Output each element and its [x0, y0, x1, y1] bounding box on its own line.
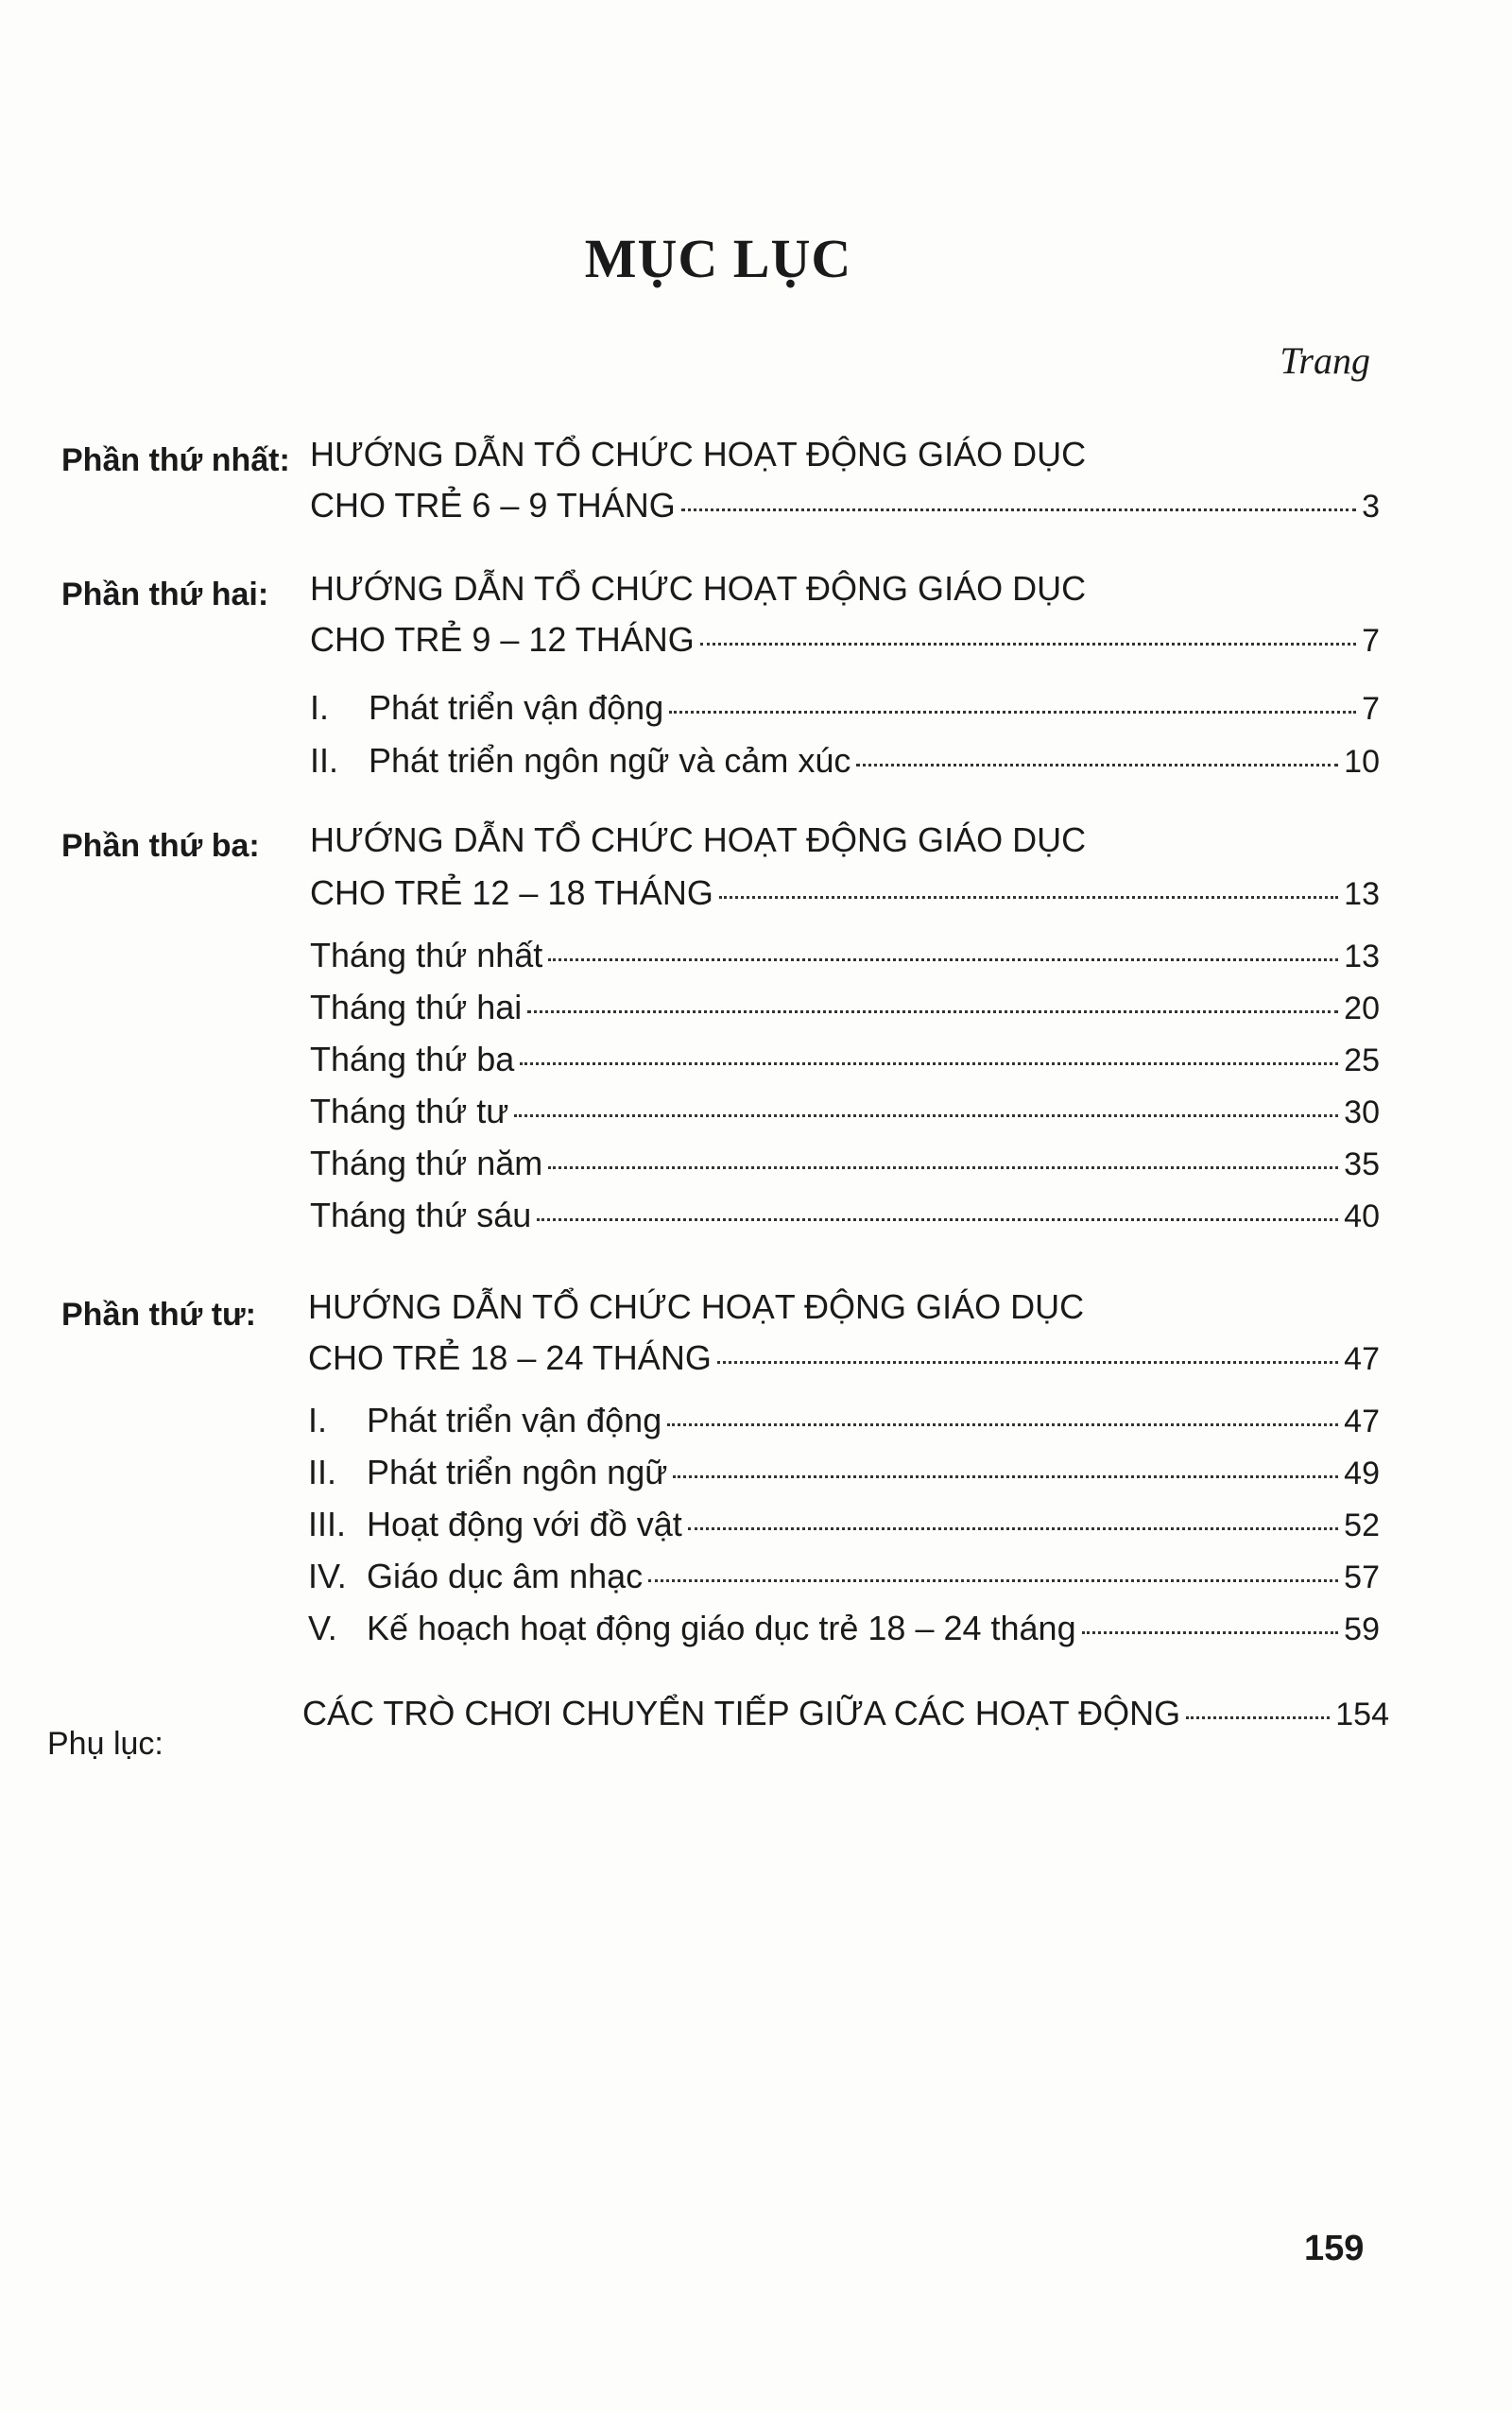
item-text: Giáo dục âm nhạc — [367, 1557, 644, 1595]
dot-leader — [667, 1423, 1338, 1426]
part-3-label: Phần thứ ba: — [61, 828, 260, 864]
item-text: Tháng thứ nhất — [310, 936, 543, 974]
dot-leader — [673, 1475, 1338, 1478]
item-page: 7 — [1362, 691, 1380, 727]
toc-item-part-3-6[interactable] — [310, 1196, 1380, 1235]
part-1-heading: HƯỚNG DẪN TỔ CHỨC HOẠT ĐỘNG GIÁO DỤC — [310, 435, 1087, 474]
page-column-label: Trang — [1280, 339, 1370, 382]
item-text: Tháng thứ tư — [310, 1092, 509, 1130]
item-page: 25 — [1344, 1042, 1380, 1078]
item-page: 20 — [1344, 991, 1380, 1026]
item-text: Phát triển vận động — [369, 688, 664, 727]
item-number: I. — [308, 1401, 328, 1439]
dot-leader — [719, 896, 1338, 899]
part-2-subtitle: CHO TRẺ 9 – 12 THÁNG — [310, 620, 695, 659]
item-page: 57 — [1344, 1559, 1380, 1595]
toc-item-part-3-5[interactable] — [310, 1144, 1380, 1183]
item-text: Kế hoạch hoạt động giáo dục trẻ 18 – 24 tháng — [367, 1609, 1076, 1647]
part-4-subtitle-entry[interactable] — [308, 1338, 1380, 1378]
part-1-page: 3 — [1362, 489, 1380, 525]
item-number: III. — [308, 1505, 347, 1543]
part-2-label: Phần thứ hai: — [61, 577, 269, 612]
dot-leader — [514, 1114, 1338, 1117]
item-page: 30 — [1344, 1094, 1380, 1130]
item-page: 13 — [1344, 939, 1380, 974]
appendix-label: Phụ lục: — [47, 1726, 163, 1762]
item-text: Phát triển vận động — [367, 1401, 662, 1439]
part-2-page: 7 — [1362, 623, 1380, 659]
item-page: 40 — [1344, 1198, 1380, 1234]
item-page: 10 — [1344, 744, 1380, 780]
item-page: 52 — [1344, 1508, 1380, 1543]
part-4-page: 47 — [1344, 1341, 1380, 1377]
page-number: 159 — [1304, 2229, 1365, 2268]
dot-leader — [700, 643, 1356, 646]
item-page: 49 — [1344, 1456, 1380, 1491]
dot-leader — [527, 1010, 1338, 1013]
item-number: II. — [308, 1453, 337, 1491]
toc-item-part-4-3[interactable] — [308, 1505, 1380, 1544]
part-4-heading: HƯỚNG DẪN TỔ CHỨC HOẠT ĐỘNG GIÁO DỤC — [308, 1287, 1085, 1326]
toc-item-part-2-1[interactable] — [310, 688, 1380, 728]
part-3-heading: HƯỚNG DẪN TỔ CHỨC HOẠT ĐỘNG GIÁO DỤC — [310, 820, 1087, 859]
item-text: Tháng thứ sáu — [310, 1196, 532, 1234]
toc-item-part-3-1[interactable] — [310, 936, 1380, 975]
item-text: Phát triển ngôn ngữ và cảm xúc — [369, 741, 851, 780]
dot-leader — [520, 1062, 1338, 1065]
part-2-subtitle-entry[interactable] — [310, 620, 1380, 660]
item-text: Hoạt động với đồ vật — [367, 1505, 682, 1543]
dot-leader — [681, 508, 1356, 511]
item-page: 35 — [1344, 1146, 1380, 1182]
toc-item-part-3-4[interactable] — [310, 1092, 1380, 1131]
item-text: Tháng thứ hai — [310, 988, 523, 1026]
appendix-text: CÁC TRÒ CHƠI CHUYỂN TIẾP GIỮA CÁC HOẠT ĐỘNG — [302, 1694, 1181, 1732]
toc-item-part-3-2[interactable] — [310, 988, 1380, 1027]
toc-item-part-4-1[interactable] — [308, 1401, 1380, 1440]
toc-item-part-3-3[interactable] — [310, 1040, 1380, 1079]
item-text: Tháng thứ ba — [310, 1040, 515, 1078]
dot-leader — [856, 764, 1338, 767]
part-2-heading: HƯỚNG DẪN TỔ CHỨC HOẠT ĐỘNG GIÁO DỤC — [310, 569, 1087, 608]
part-4-subtitle: CHO TRẺ 18 – 24 THÁNG — [308, 1338, 712, 1377]
part-1-label: Phần thứ nhất: — [61, 442, 290, 478]
toc-item-part-4-2[interactable] — [308, 1453, 1380, 1492]
toc-item-part-4-5[interactable] — [308, 1609, 1380, 1648]
item-number: II. — [310, 741, 339, 780]
dot-leader — [717, 1361, 1338, 1364]
item-text: Phát triển ngôn ngữ — [367, 1453, 668, 1491]
toc-item-part-4-4[interactable] — [308, 1557, 1380, 1596]
part-3-subtitle-entry[interactable] — [310, 873, 1380, 913]
dot-leader — [669, 711, 1356, 714]
part-3-page: 13 — [1344, 876, 1380, 912]
part-1-subtitle: CHO TRẺ 6 – 9 THÁNG — [310, 486, 676, 525]
toc-item-part-2-2[interactable] — [310, 741, 1380, 781]
dot-leader — [1082, 1631, 1339, 1634]
dot-leader — [537, 1218, 1338, 1221]
part-1-subtitle-entry[interactable] — [310, 486, 1380, 525]
dot-leader — [1186, 1716, 1330, 1719]
dot-leader — [548, 1166, 1338, 1169]
appendix-entry[interactable] — [302, 1694, 1389, 1733]
page-title: MỤC LỤC — [584, 228, 852, 289]
item-page: 47 — [1344, 1404, 1380, 1439]
dot-leader — [548, 958, 1338, 961]
dot-leader — [688, 1527, 1338, 1530]
part-3-subtitle: CHO TRẺ 12 – 18 THÁNG — [310, 873, 713, 912]
appendix-page: 154 — [1335, 1697, 1389, 1732]
item-text: Tháng thứ năm — [310, 1144, 543, 1182]
item-number: IV. — [308, 1557, 347, 1595]
part-4-label: Phần thứ tư: — [61, 1297, 256, 1333]
item-number: V. — [308, 1609, 337, 1647]
dot-leader — [648, 1579, 1338, 1582]
item-number: I. — [310, 688, 330, 727]
item-page: 59 — [1344, 1611, 1380, 1647]
